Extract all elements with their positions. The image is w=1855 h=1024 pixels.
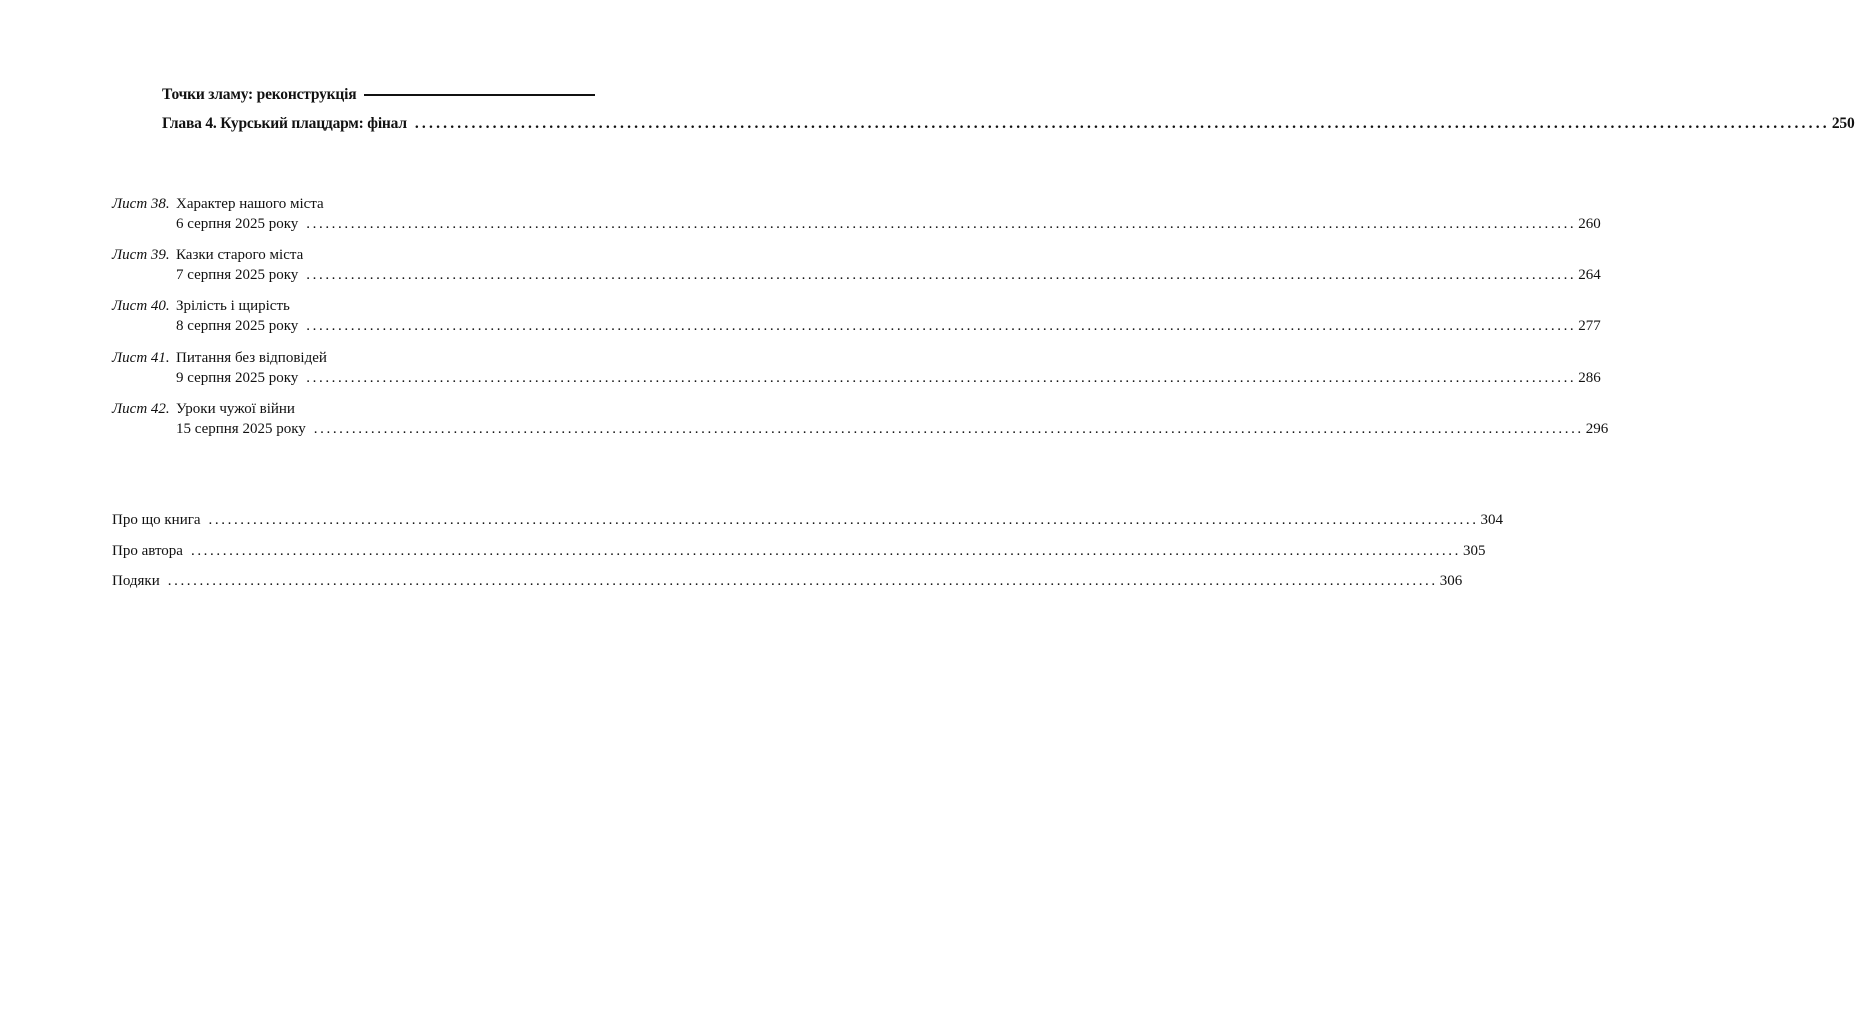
back-matter-entry[interactable]	[112, 573, 1463, 604]
back-matter-entry[interactable]	[112, 542, 1486, 574]
dot-leader: ........................................................................................................................................................................................................	[208, 512, 1479, 528]
letter-page-number: 296	[1585, 420, 1609, 437]
letter-date: 6 серпня 2025 року	[176, 216, 299, 232]
letter-label: Лист 42.	[112, 400, 170, 417]
section-title: Точки зламу: реконструкція	[162, 86, 357, 103]
back-matter-page-number: 305	[1462, 542, 1486, 559]
dot-leader: ........................................................................................................................................................................................................	[167, 573, 1438, 589]
letter-label: Лист 39.	[112, 247, 170, 264]
letters-list	[112, 196, 1609, 452]
dot-leader: ........................................................................................................................................................................................................	[190, 542, 1461, 559]
back-matter-page-number: 304	[1480, 512, 1504, 528]
section-rule	[364, 94, 595, 96]
section-heading	[162, 86, 595, 104]
letter-entry[interactable]	[112, 349, 1601, 401]
dot-leader: ........................................................................................................................................................................................................	[313, 420, 1584, 437]
back-matter-title: Про що книга	[112, 512, 201, 528]
chapter-entry[interactable]	[162, 115, 1855, 133]
chapter-title: Глава 4. Курський плацдарм: фінал	[162, 115, 407, 132]
letter-title: Питання без відповідей	[176, 349, 327, 366]
chapter-page-number: 250	[1831, 115, 1855, 132]
dot-leader: ........................................................................................................................................................................................................	[306, 318, 1577, 335]
letter-label: Лист 38.	[112, 196, 170, 212]
letter-entry[interactable]	[112, 400, 1609, 452]
dot-leader: ........................................................................................................................................................................................................	[414, 115, 1830, 132]
letter-label: Лист 40.	[112, 298, 170, 315]
dot-leader: ........................................................................................................................................................................................................	[306, 369, 1577, 386]
letter-page-number: 264	[1578, 267, 1601, 284]
letter-date: 9 серпня 2025 року	[176, 369, 299, 386]
letter-date: 8 серпня 2025 року	[176, 318, 299, 335]
letter-date: 7 серпня 2025 року	[176, 267, 299, 284]
back-matter-title: Подяки	[112, 573, 160, 589]
back-matter-title: Про автора	[112, 542, 183, 559]
letter-page-number: 260	[1578, 216, 1601, 232]
back-matter-list	[112, 512, 1504, 604]
letter-title: Уроки чужої війни	[176, 400, 295, 417]
letter-entry[interactable]	[112, 298, 1601, 349]
back-matter-page-number: 306	[1439, 573, 1463, 589]
dot-leader: ........................................................................................................................................................................................................	[306, 267, 1577, 284]
letter-title: Казки старого міста	[176, 247, 304, 264]
letter-label: Лист 41.	[112, 349, 170, 366]
letter-date: 15 серпня 2025 року	[176, 420, 306, 437]
letter-page-number: 286	[1578, 369, 1601, 386]
back-matter-entry[interactable]	[112, 512, 1504, 543]
letter-entry[interactable]	[112, 196, 1601, 247]
letter-page-number: 277	[1578, 318, 1601, 335]
letter-title: Зрілість і щирість	[176, 298, 290, 315]
dot-leader: ........................................................................................................................................................................................................	[306, 216, 1577, 232]
letter-entry[interactable]	[112, 247, 1601, 298]
letter-title: Характер нашого міста	[176, 196, 324, 212]
